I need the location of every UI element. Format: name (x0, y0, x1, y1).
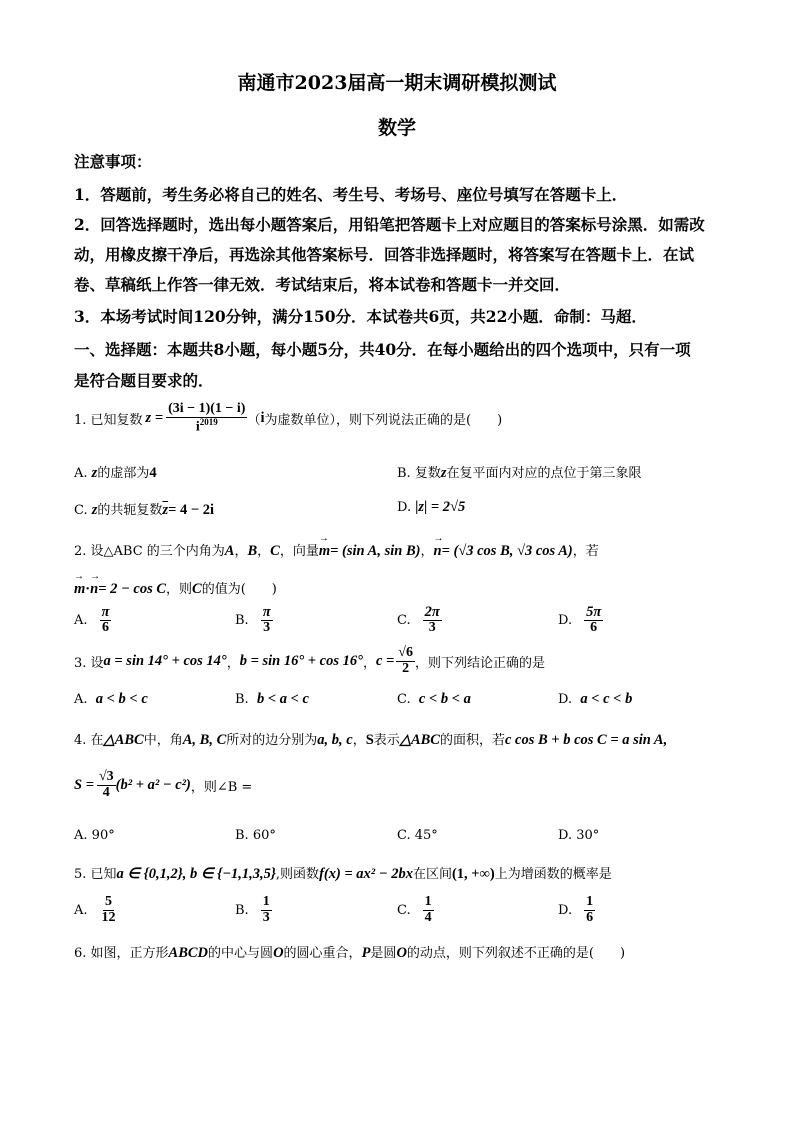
q6-circle-o-2: O (396, 945, 407, 961)
q6-prefix: 6. 如图，正方形 (74, 946, 169, 961)
q1-option-d[interactable] (397, 499, 465, 516)
q5-c-num: 1 (424, 894, 432, 909)
q1-i-symbol: i (260, 410, 265, 427)
q4-d-val: 30° (576, 828, 600, 843)
q1-option-b[interactable] (397, 462, 642, 482)
q3-b-math: b < a < c (256, 691, 309, 707)
q4-triangle: △ABC (103, 732, 144, 748)
q2-b-frac (261, 605, 273, 636)
q2-d-frac (584, 605, 603, 636)
q5-b-den: 3 (262, 909, 270, 925)
q5-a-label: A. (74, 902, 88, 918)
q4-d-label: D. (558, 828, 573, 843)
q3-end: ，则下列结论正确的是 (414, 655, 545, 671)
q4-a-val: 90° (91, 828, 115, 843)
q3-option-c[interactable] (397, 691, 471, 708)
q4-s-eq: S = (74, 776, 94, 793)
q1-a-text: 的虚部为 (97, 466, 150, 481)
q2-angle-b: B (247, 543, 258, 559)
q5-a-frac (100, 895, 118, 925)
q1-a-math: 4 (149, 465, 157, 481)
question-5 (74, 863, 612, 883)
question-6 (74, 942, 625, 962)
q3-c-frac (396, 646, 415, 676)
q2-c-num: 2π (424, 604, 440, 620)
q2-vector-m: → m (319, 543, 330, 560)
q4-mid4: 表示 (373, 733, 400, 748)
q4-mid3: ， (352, 733, 366, 748)
question-1 (74, 402, 502, 435)
q2-line2-c: C (192, 581, 202, 597)
q3-a-math: a < b < c (95, 691, 148, 707)
q2-d-label: D. (558, 612, 573, 628)
q4-sides: a, b, c (317, 732, 353, 748)
notice-heading: 注意事项： (74, 152, 152, 171)
q5-b-label: B. (235, 902, 249, 918)
q1-rest: 为虚数单位），则下列说法正确的是( ) (264, 413, 503, 429)
q2-angle-c: C (270, 543, 280, 559)
q5-option-c[interactable] (397, 895, 434, 925)
q1-paren: （ (247, 413, 261, 429)
q4-mid2: 所对的边分别为 (226, 733, 318, 748)
q3-c-pre: c = (375, 652, 395, 669)
q5-d-label: D. (558, 902, 573, 918)
q5-end: 上为增函数的概率是 (494, 867, 612, 882)
question-4-line-2 (74, 770, 252, 800)
q4-mid1: 中，角 (143, 733, 183, 748)
q4-den: 4 (102, 784, 110, 800)
q2-a-num: π (101, 604, 110, 620)
q1-b-var: z (440, 465, 447, 481)
q5-option-d[interactable] (558, 895, 595, 925)
q1-d-label: D. (397, 500, 412, 515)
q5-option-a[interactable] (74, 895, 118, 925)
q3-option-d[interactable] (558, 691, 632, 708)
q2-b-den: 3 (263, 620, 271, 636)
q6-mid3: 是圆 (370, 946, 397, 961)
q1-den-base: i (195, 419, 200, 435)
q1-fraction (166, 402, 247, 435)
notice-line-3: 3．本场考试时间120分钟，满分150分．本试卷共6页，共22小题．命制：马超． (74, 307, 647, 326)
q4-c-label: C. (397, 828, 411, 843)
q5-c-frac (423, 895, 434, 925)
q3-b-def: b = sin 16° + cos 16° (239, 652, 363, 669)
q5-b-num: 1 (262, 894, 270, 909)
q5-sets: a ∈ {0,1,2}, b ∈ {−1,1,3,5} (116, 866, 276, 882)
q5-function: f(x) = ax² − 2bx (319, 866, 413, 882)
q6-circle-o: O (273, 945, 284, 961)
q1-c-var: z (91, 502, 98, 518)
q4-option-d[interactable] (558, 828, 599, 843)
q2-d-den: 6 (590, 620, 598, 636)
q5-d-frac (584, 895, 595, 925)
q2-angle-a: A (224, 543, 235, 559)
q1-prefix: 1. 已知复数 (74, 413, 143, 429)
q3-c-num: √6 (398, 645, 413, 660)
q4-a-label: A. (74, 828, 88, 843)
q4-expression: (b² + a² − c²) (115, 776, 191, 793)
q5-c-den: 4 (424, 909, 432, 925)
q1-z-eq: z = (145, 410, 164, 427)
q4-triangle-2: △ABC (399, 732, 440, 748)
q2-a-frac (100, 605, 112, 636)
q6-end: 的动点，则下列叙述不正确的是( ) (406, 946, 626, 961)
q2-a-den: 6 (101, 620, 109, 636)
q3-a-def: a = sin 14° + cos 14° (103, 652, 227, 669)
q1-c-math: = 4 − 2i (168, 502, 215, 518)
q2-line2-n: → n (90, 581, 98, 598)
notice-line-2b: 动，用橡皮擦干净后，再选涂其他答案标号．回答非选择题时，将答案写在答题卡上．在试 (74, 245, 695, 264)
q1-a-var: z (91, 465, 98, 481)
q4-option-b[interactable] (235, 828, 276, 843)
q4-mid5: 的面积，若 (439, 733, 505, 748)
q3-prefix: 3. 设 (74, 655, 104, 671)
q2-option-b[interactable] (235, 605, 273, 636)
q2-line2-m: → m (74, 581, 85, 598)
question-2-line-2 (74, 578, 277, 598)
q2-prefix: 2. 设△ABC 的三个内角为 (74, 544, 225, 559)
q2-n-value: = (√3 cos B, √3 cos A) (441, 543, 573, 559)
q4-angles: A, B, C (182, 732, 227, 748)
notice-line-2c: 卷、草稿纸上作答一律无效．考试结束后，将本试卷和答题卡一并交回． (74, 275, 571, 294)
q5-d-den: 6 (586, 909, 594, 925)
q2-a-label: A. (74, 612, 88, 628)
q1-denominator (194, 418, 220, 435)
q2-end: ，若 (572, 544, 599, 559)
q2-d-num: 5π (586, 604, 602, 620)
q2-line2-text: ，则 (166, 582, 193, 597)
q3-a-label: A. (74, 692, 88, 707)
q1-d-math: |z| = 2√5 (415, 499, 466, 515)
notice-line-2a: 2．回答选择题时，选出每小题答案后，用铅笔把答题卡上对应题目的答案标号涂黑．如需改 (74, 215, 705, 234)
q2-c-label: C. (397, 612, 411, 628)
q2-sep2: ， (257, 544, 271, 559)
q3-d-label: D. (558, 692, 573, 707)
q2-option-a[interactable] (74, 605, 111, 636)
q5-b-frac (261, 895, 272, 925)
q1-option-c[interactable] (74, 499, 214, 519)
q1-c-zbar: $\overline{z}$ (162, 502, 169, 518)
q2-b-label: B. (235, 612, 249, 628)
q6-point-p: P (361, 945, 371, 961)
q1-a-label: A. (74, 466, 88, 481)
q3-option-a[interactable] (74, 691, 148, 708)
q6-mid1: 的中心与圆 (208, 946, 274, 961)
q5-prefix: 5. 已知 (74, 867, 117, 882)
q3-option-b[interactable] (235, 691, 309, 708)
section-heading-line-1: 一、选择题：本题共8小题，每小题5分，共40分．在每小题给出的四个选项中，只有一项 (74, 340, 691, 359)
q4-b-label: B. (235, 828, 249, 843)
q3-b-label: B. (235, 692, 249, 707)
q1-c-text: 的共轭复数 (97, 503, 163, 518)
q2-option-c[interactable] (397, 605, 442, 636)
q1-c-label: C. (74, 503, 88, 518)
q2-option-d[interactable] (558, 605, 603, 636)
q5-d-num: 1 (586, 894, 594, 909)
q1-numerator: (3i − 1)(1 − i) (168, 401, 246, 416)
q3-c-den: 2 (402, 660, 410, 676)
q5-interval: (1, +∞) (451, 866, 495, 882)
question-3: 3. 设 a = sin 14° + cos 14° ， b = sin 16° + cos 16° ， c = $\frac{√6}{2}$ ，则下列结论正确的是 (74, 645, 545, 676)
q4-condition: c cos B + b cos C = a sin A, (505, 732, 668, 748)
q3-d-math: a < c < b (580, 691, 633, 707)
q1-b-text2: 在复平面内对应的点位于第三象限 (446, 466, 642, 481)
q2-c-frac (423, 605, 442, 636)
q3-c-math: c < b < a (418, 691, 471, 707)
q6-square: ABCD (168, 945, 209, 961)
q6-mid2: 的圆心重合， (283, 946, 362, 961)
subject-title: 数学 (377, 117, 416, 139)
q1-den-exp: 2019 (199, 416, 218, 427)
q2-vector-n: → n (433, 543, 441, 560)
q2-condition: = 2 − cos C (98, 581, 167, 597)
q5-a-num: 5 (105, 894, 113, 909)
q3-c-label: C. (397, 692, 411, 707)
section-heading-line-2: 是符合题目要求的． (74, 371, 214, 390)
q5-c-label: C. (397, 902, 411, 918)
q2-b-num: π (262, 604, 271, 620)
q2-m-value: = (sin A, sin B) (330, 543, 421, 559)
q4-line2-end: ，则∠B = (190, 779, 253, 795)
q4-c-val: 45° (414, 828, 438, 843)
q2-sep1: ， (234, 544, 248, 559)
q2-c-den: 3 (428, 620, 436, 636)
q4-frac (97, 770, 116, 800)
q4-num: √3 (98, 769, 114, 784)
q5-option-b[interactable] (235, 895, 272, 925)
q1-b-text1: 复数 (414, 466, 441, 481)
q1-option-a[interactable] (74, 462, 157, 482)
q5-mid2: 在区间 (412, 867, 452, 882)
q2-line2-end: 的值为( ) (201, 582, 277, 597)
question-4 (74, 729, 667, 749)
notice-line-1: 1．答题前，考生务必将自己的姓名、考生号、考场号、座位号填写在答题卡上． (74, 185, 628, 204)
page-title: 南通市2023届高一期末调研模拟测试 (237, 72, 557, 94)
q4-option-a[interactable] (74, 828, 115, 843)
q5-mid: ,则函数 (275, 867, 320, 882)
q1-b-label: B. (397, 466, 411, 481)
q4-b-val: 60° (252, 828, 276, 843)
q4-prefix: 4. 在 (74, 733, 104, 748)
q2-mid: ，向量 (279, 544, 319, 559)
q4-option-c[interactable] (397, 828, 438, 843)
question-2: 2. 设△ABC 的三个内角为A，B，C，向量→ m= (sin A, sin B)，→ n= (√3 cos B, √3 cos A)，若 (74, 540, 599, 560)
q5-a-den: 12 (101, 909, 116, 925)
q4-s: S (365, 732, 374, 748)
q2-dot: · (85, 581, 91, 597)
